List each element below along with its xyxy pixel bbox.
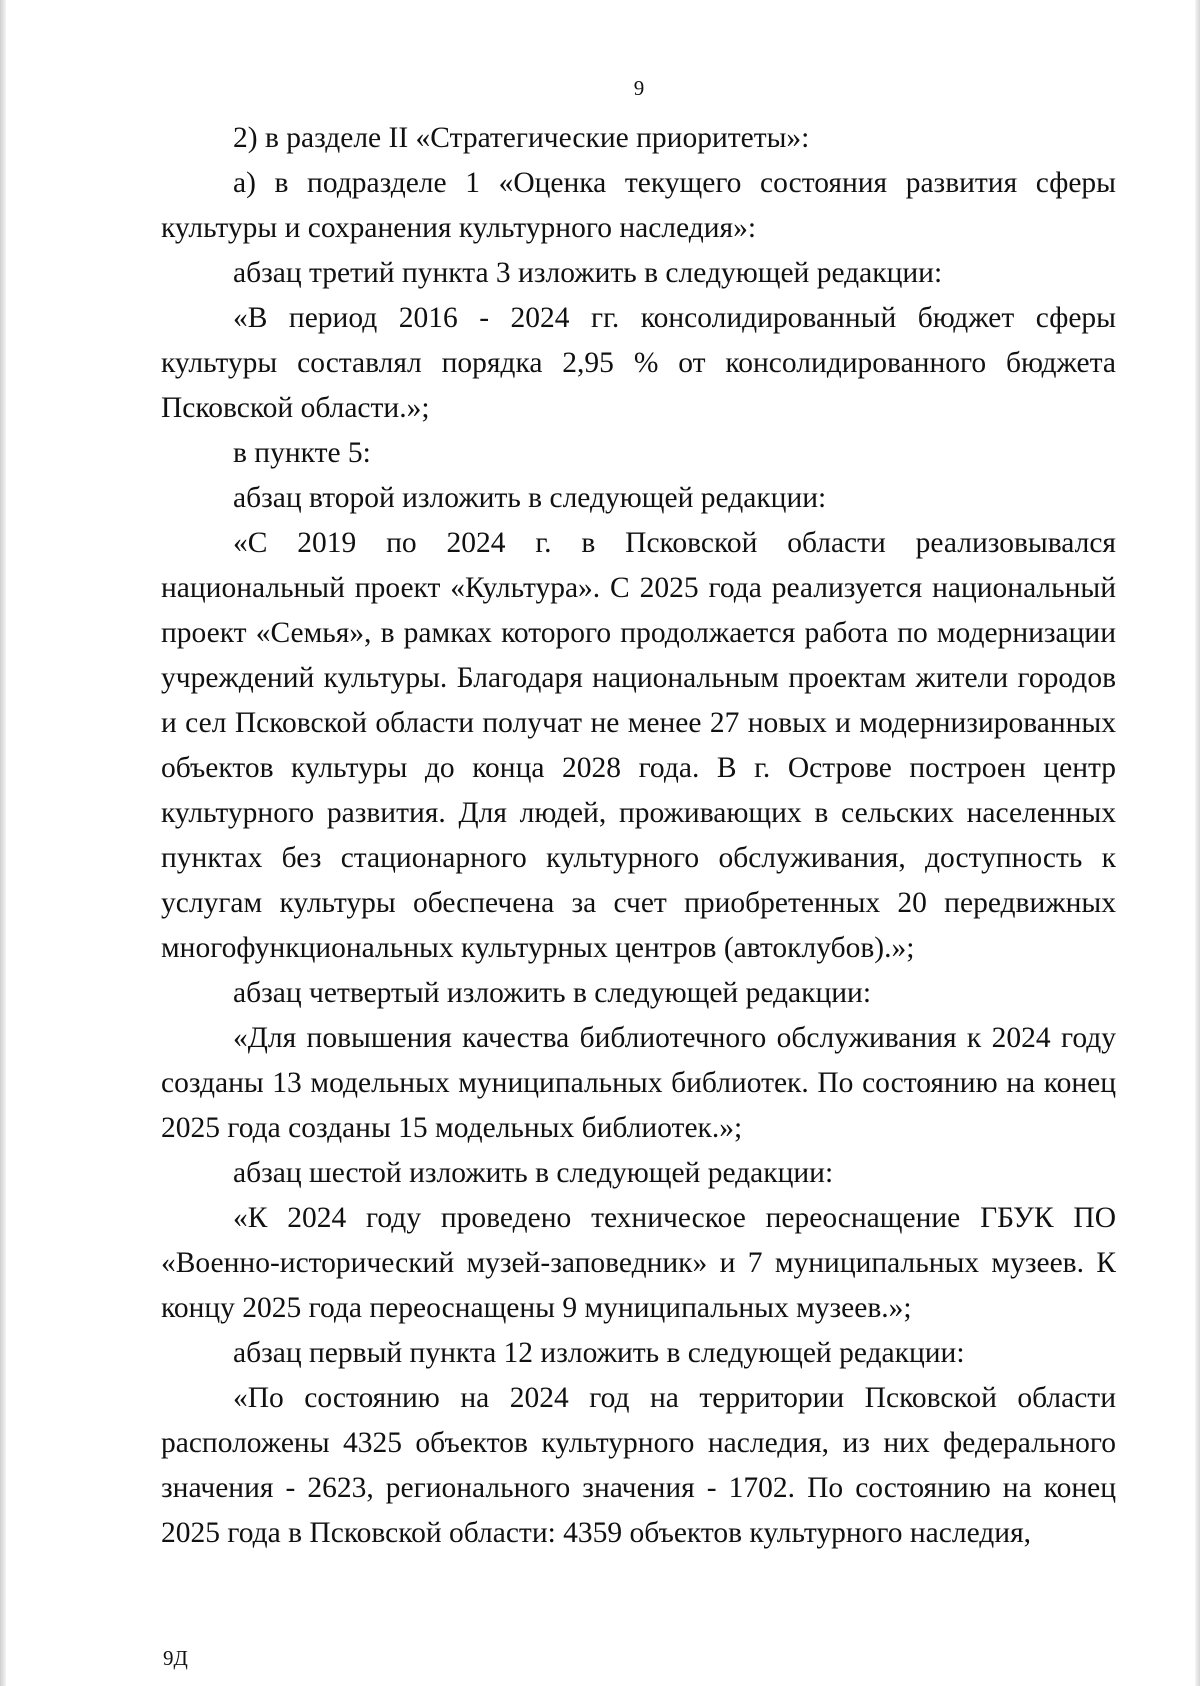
paragraph: абзац шестой изложить в следующей редакции: <box>233 1157 834 1189</box>
paragraph: «С 2019 по 2024 г. в Псковской области реализовывался национальный проект «Культура». С 2025 года реализуется национальный проект «Семья», в рамках которого продолжается работа по модернизации учреждений культуры. Благодаря национальным проектам жители городов и сел Псковской области получат не менее 27 новых и модернизированных объектов культуры до конца 2028 года. В г. Острове построен центр культурного развития. Для людей, проживающих в сельских населенных пунктах без стационарного культурного обслуживания, доступность к услугам культуры обеспечена за счет приобретенных 20 передвижных многофункциональных культурных центров (автоклубов).»; <box>161 527 1116 964</box>
paragraph: 2) в разделе II «Стратегические приоритеты»: <box>233 122 810 154</box>
scan-edge-left <box>0 0 6 1686</box>
paragraph: абзац первый пункта 12 изложить в следующей редакции: <box>233 1337 965 1369</box>
paragraph: абзац второй изложить в следующей редакции: <box>233 482 827 514</box>
scan-edge-right <box>1195 0 1200 1686</box>
paragraph: в пункте 5: <box>233 437 371 469</box>
document-body <box>161 116 1116 1556</box>
paragraph: абзац четвертый изложить в следующей редакции: <box>233 977 872 1009</box>
footer-code: 9Д <box>163 1646 188 1670</box>
page-number: 9 <box>633 76 645 100</box>
paragraph: «По состоянию на 2024 год на территории Псковской области расположены 4325 объектов культурного наследия, из них федерального значения - 2623, регионального значения - 1702. По состоянию на конец 2025 года в Псковской области: 4359 объектов культурного наследия, <box>161 1382 1116 1549</box>
paragraph: абзац третий пункта 3 изложить в следующей редакции: <box>233 257 943 289</box>
paragraph: «В период 2016 - 2024 гг. консолидированный бюджет сферы культуры составлял порядка 2,95 % от консолидированного бюджета Псковской области.»; <box>161 302 1116 424</box>
paragraph: «Для повышения качества библиотечного обслуживания к 2024 году созданы 13 модельных муниципальных библиотек. По состоянию на конец 2025 года созданы 15 модельных библиотек.»; <box>161 1022 1116 1144</box>
paragraph: «К 2024 году проведено техническое переоснащение ГБУК ПО «Военно-исторический музей-заповедник» и 7 муниципальных музеев. К концу 2025 года переоснащены 9 муниципальных музеев.»; <box>161 1202 1116 1324</box>
paragraph: а) в подразделе 1 «Оценка текущего состояния развития сферы культуры и сохранения культурного наследия»: <box>161 167 1116 244</box>
